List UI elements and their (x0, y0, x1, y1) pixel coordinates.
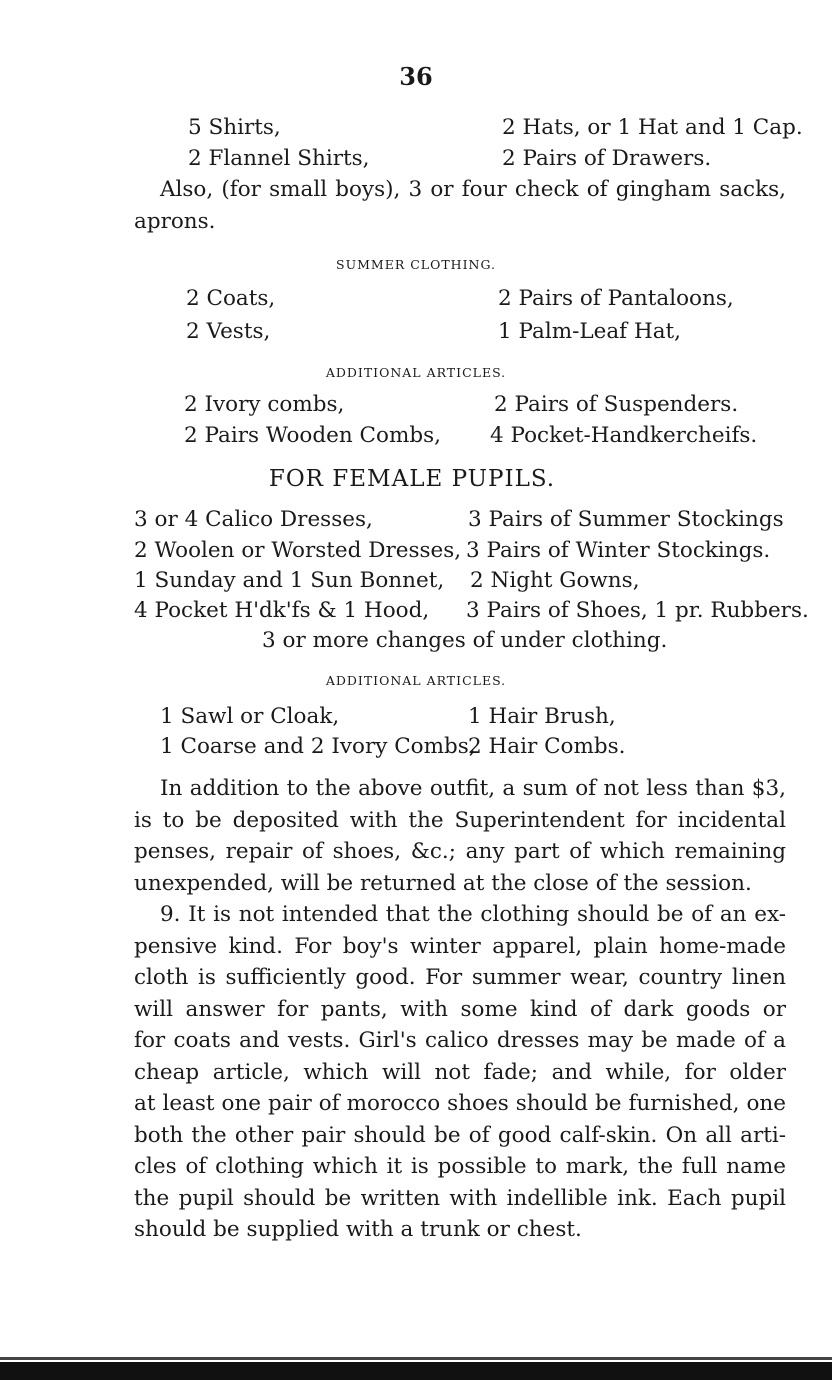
paragraph-line: will answer for pants, with some kind of dark goods or (134, 996, 786, 1022)
list-item: 5 Shirts, (188, 115, 281, 140)
list-item: 3 or 4 Calico Dresses, (134, 507, 373, 532)
paragraph-line: cheap article, which will not fade; and while, for older (134, 1059, 786, 1085)
paragraph-line: the pupil should be written with indellible ink. Each pupil (134, 1185, 786, 1211)
list-item: 2 Vests, (186, 319, 271, 344)
summer-clothing-heading: SUMMER CLOTHING. (336, 257, 496, 272)
list-item: 2 Pairs Wooden Combs, (184, 423, 441, 448)
list-item: 1 Coarse and 2 Ivory Combs, (160, 734, 476, 759)
list-item: 2 Pairs of Drawers. (502, 146, 712, 171)
paragraph-line: is to be deposited with the Superintendent for incidental (134, 807, 786, 833)
list-item: 2 Coats, (186, 286, 276, 311)
additional-articles-heading-2: ADDITIONAL ARTICLES. (325, 673, 507, 688)
paragraph-line: 9. It is not intended that the clothing should be of an ex- (160, 902, 786, 927)
list-item: 2 Hats, or 1 Hat and 1 Cap. (502, 115, 803, 140)
list-item: 3 Pairs of Summer Stockings (468, 507, 784, 532)
list-item: 2 Pairs of Pantaloons, (498, 286, 734, 311)
paragraph-line: pensive kind. For boy's winter apparel, plain home-made (134, 933, 786, 959)
also-paragraph (134, 174, 786, 237)
list-item: 2 Woolen or Worsted Dresses, (134, 538, 462, 563)
list-item: 1 Sawl or Cloak, (160, 704, 340, 729)
list-item: 1 Hair Brush, (468, 704, 616, 729)
paragraph-line: should be supplied with a trunk or chest. (134, 1217, 582, 1242)
list-item: 2 Flannel Shirts, (188, 146, 370, 171)
list-item: 2 Ivory combs, (184, 392, 345, 417)
list-item: 3 Pairs of Winter Stockings. (466, 538, 771, 563)
paragraph-line: unexpended, will be returned at the close of the session. (134, 870, 752, 896)
list-item: 1 Sunday and 1 Sun Bonnet, (134, 568, 445, 593)
paragraph-line: penses, repair of shoes, &c.; any part of which remaining (134, 839, 786, 864)
additional-articles-heading: ADDITIONAL ARTICLES. (325, 365, 507, 380)
list-item: 3 Pairs of Shoes, 1 pr. Rubbers. (466, 598, 809, 623)
paragraph-line: both the other pair should be of good calf-skin. On all arti- (134, 1122, 786, 1148)
list-item: 1 Palm-Leaf Hat, (498, 319, 682, 344)
clothing-paragraph (134, 899, 786, 1246)
paragraph-line: In addition to the above outfit, a sum of not less than $3, (160, 776, 786, 801)
under-clothing-line: 3 or more changes of under clothing. (262, 628, 668, 653)
page-edge-line (0, 1357, 832, 1360)
page-number: 36 (399, 62, 433, 91)
page-edge-shadow (0, 1362, 832, 1380)
paragraph-line: at least one pair of morocco shoes should be furnished, one (134, 1091, 786, 1116)
paragraph-line: Also, (for small boys), 3 or four check of gingham sacks, (160, 177, 786, 202)
female-pupils-heading: FOR FEMALE PUPILS. (268, 466, 556, 492)
paragraph-line: for coats and vests. Girl's calico dresses may be made of a (134, 1028, 786, 1053)
outfit-paragraph (134, 773, 786, 899)
paragraph-line: cloth is sufficiently good. For summer wear, country linen (134, 965, 786, 990)
list-item: 2 Hair Combs. (468, 734, 626, 759)
paragraph-line: aprons. (134, 208, 216, 234)
list-item: 4 Pocket H'dk'fs & 1 Hood, (134, 598, 430, 623)
list-item: 4 Pocket-Handkercheifs. (490, 423, 758, 448)
list-item: 2 Night Gowns, (470, 568, 640, 593)
list-item: 2 Pairs of Suspenders. (494, 392, 739, 417)
paragraph-line: cles of clothing which it is possible to mark, the full name (134, 1154, 786, 1179)
